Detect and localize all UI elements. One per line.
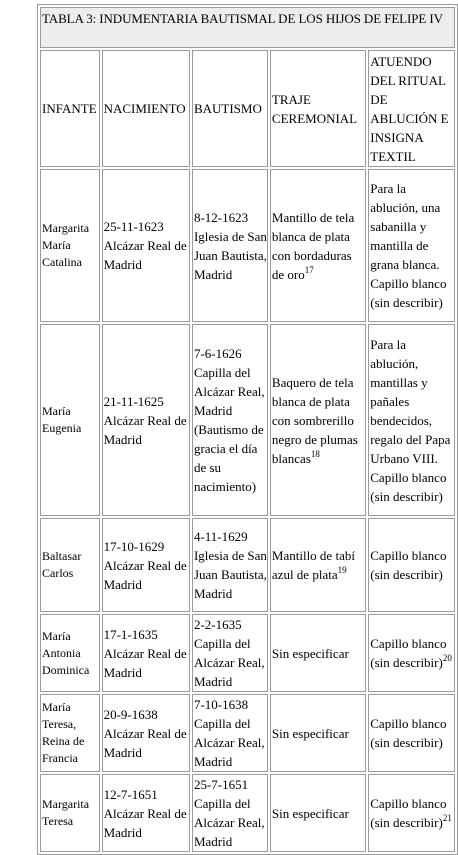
cell-bautismo: 7-6-1626 Capilla del Alcázar Real, Madrid (Bautismo de gracia el día de su nacimiento) [192,324,268,516]
atuendo-text: Para la ablución, mantillas y pañales bendecidos, regalo del Papa Urbano VIII. Capillo blanco (sin describir) [370,336,451,504]
cell-infante: María Teresa, Reina de Francia [40,694,100,772]
cell-nacimiento: 20-9-1638 Alcázar Real de Madrid [102,694,190,772]
cell-nacimiento: 12-7-1651 Alcázar Real de Madrid [102,774,190,852]
cell-bautismo: 4-11-1629 Iglesia de San Juan Bautista, Madrid [192,518,268,612]
title-row [40,7,455,48]
table-row [40,774,455,852]
cell-infante: Margarita María Catalina [40,169,100,322]
header-bautismo: BAUTISMO [192,50,268,167]
table-row [40,694,455,772]
header-row [40,50,455,167]
cell-traje [270,518,366,612]
footnote-marker: 19 [337,565,347,575]
cell-infante: Margarita Teresa [40,774,100,852]
traje-text: Sin especificar [271,725,349,741]
cell-atuendo [368,169,455,322]
baptism-attire-table [37,4,458,855]
cell-atuendo [368,324,455,516]
atuendo-text: Capillo blanco (sin describir) [370,636,447,670]
footnote-marker: 18 [310,448,320,459]
header-nacimiento: NACIMIENTO [102,50,190,167]
cell-infante: María Eugenia [40,324,100,516]
cell-infante: María Antonia Dominica [40,614,100,692]
table-row [40,614,455,692]
atuendo-text: Capillo blanco (sin describir) [370,796,447,830]
traje-text: Mantillo de tabí azul de plata [271,548,355,582]
cell-nacimiento: 17-1-1635 Alcázar Real de Madrid [102,614,190,692]
cell-nacimiento: 25-11-1623 Alcázar Real de Madrid [102,169,190,322]
cell-traje [270,614,366,692]
cell-atuendo [368,694,455,772]
atuendo-text: Capillo blanco (sin describir) [370,548,447,582]
atuendo-text: Para la ablución, una sabanilla y mantilla de grana blanca. Capillo blanco (sin describir) [370,181,447,310]
footnote-marker: 17 [304,264,314,275]
traje-text: Sin especificar [271,645,349,661]
cell-traje [270,774,366,852]
header-atuendo: ATUENDO DEL RITUAL DE ABLUCIÓN E INSIGNA TEXTIL [368,50,455,167]
traje-text: Mantillo de tela blanca de plata con bordaduras de oro [271,209,355,282]
cell-bautismo: 2-2-1635 Capilla del Alcázar Real, Madrid [192,614,268,692]
footnote-marker: 20 [442,653,452,663]
table-title: TABLA 3: INDUMENTARIA BAUTISMAL DE LOS HIJOS DE FELIPE IV [40,7,455,48]
traje-text: Sin especificar [271,805,349,821]
cell-atuendo [368,518,455,612]
cell-bautismo: 7-10-1638 Capilla del Alcázar Real, Madrid [192,694,268,772]
table-row [40,518,455,612]
cell-atuendo [368,774,455,852]
cell-infante: Baltasar Carlos [40,518,100,612]
atuendo-text: Capillo blanco (sin describir) [370,716,447,750]
table-row [40,324,455,516]
header-traje: TRAJE CEREMONIAL [270,50,366,167]
cell-traje [270,324,366,516]
footnote-marker: 21 [442,813,452,823]
cell-bautismo: 8-12-1623 Iglesia de San Juan Bautista, Madrid [192,169,268,322]
traje-text: Baquero de tela blanca de plata con sombrerillo negro de plumas blancas [271,374,358,466]
cell-bautismo: 25-7-1651 Capilla del Alcázar Real, Madrid [192,774,268,852]
cell-nacimiento: 21-11-1625 Alcázar Real de Madrid [102,324,190,516]
cell-traje [270,694,366,772]
cell-nacimiento: 17-10-1629 Alcázar Real de Madrid [102,518,190,612]
table-wrapper [37,4,458,855]
table-row [40,169,455,322]
cell-traje [270,169,366,322]
header-infante: INFANTE [40,50,100,167]
cell-atuendo [368,614,455,692]
